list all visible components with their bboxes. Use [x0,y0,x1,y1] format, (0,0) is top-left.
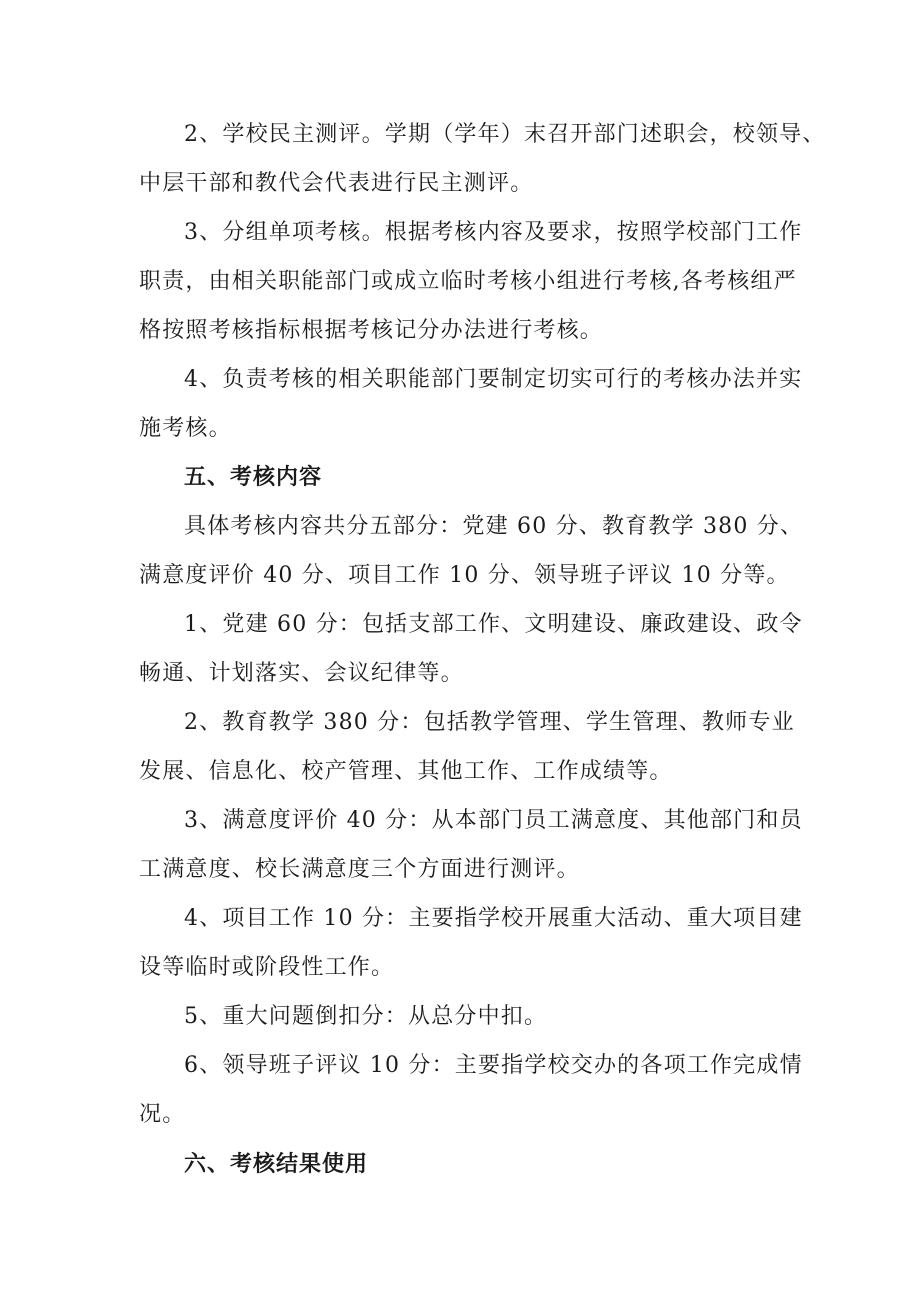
item-2-line-1: 2、教育教学 380 分：包括教学管理、学生管理、教师专业 [184,710,795,735]
paragraph-3-line-3: 格按照考核指标根据考核记分办法进行考核。 [139,318,604,343]
paragraph-3-line-1: 3、分组单项考核。根据考核内容及要求，按照学校部门工作 [184,220,803,245]
item-6-line-2: 况。 [139,1102,186,1127]
item-3-line-2: 工满意度、校长满意度三个方面进行测评。 [139,857,580,882]
item-5-line-1: 5、重大问题倒扣分：从总分中扣。 [184,1004,548,1029]
paragraph-2-line-2: 中层干部和教代会代表进行民主测评。 [139,171,534,196]
item-3-line-1: 3、满意度评价 40 分：从本部门员工满意度、其他部门和员 [184,808,803,833]
item-2-line-2: 发展、信息化、校产管理、其他工作、工作成绩等。 [139,759,673,784]
section-6-heading: 六、考核结果使用 [184,1152,369,1177]
item-6-line-1: 6、领导班子评议 10 分：主要指学校交办的各项工作完成情 [184,1053,803,1078]
paragraph-2-line-1: 2、学校民主测评。学期（学年）末召开部门述职会，校领导、 [184,122,826,147]
item-4-line-2: 设等临时或阶段性工作。 [139,955,395,980]
section-5-intro-line-1: 具体考核内容共分五部分：党建 60 分、教育教学 380 分、 [184,514,804,539]
paragraph-4-line-1: 4、负责考核的相关职能部门要制定切实可行的考核办法并实 [184,367,803,392]
item-4-line-1: 4、项目工作 10 分：主要指学校开展重大活动、重大项目建 [184,906,803,931]
paragraph-4-line-2: 施考核。 [139,416,232,441]
item-1-line-1: 1、党建 60 分：包括支部工作、文明建设、廉政建设、政令 [184,612,803,637]
section-5-heading: 五、考核内容 [184,465,323,490]
section-5-intro-line-2: 满意度评价 40 分、项目工作 10 分、领导班子评议 10 分等。 [139,563,790,588]
item-1-line-2: 畅通、计划落实、会议纪律等。 [139,661,464,686]
paragraph-3-line-2: 职责，由相关职能部门或成立临时考核小组进行考核,各考核组严 [139,269,797,294]
